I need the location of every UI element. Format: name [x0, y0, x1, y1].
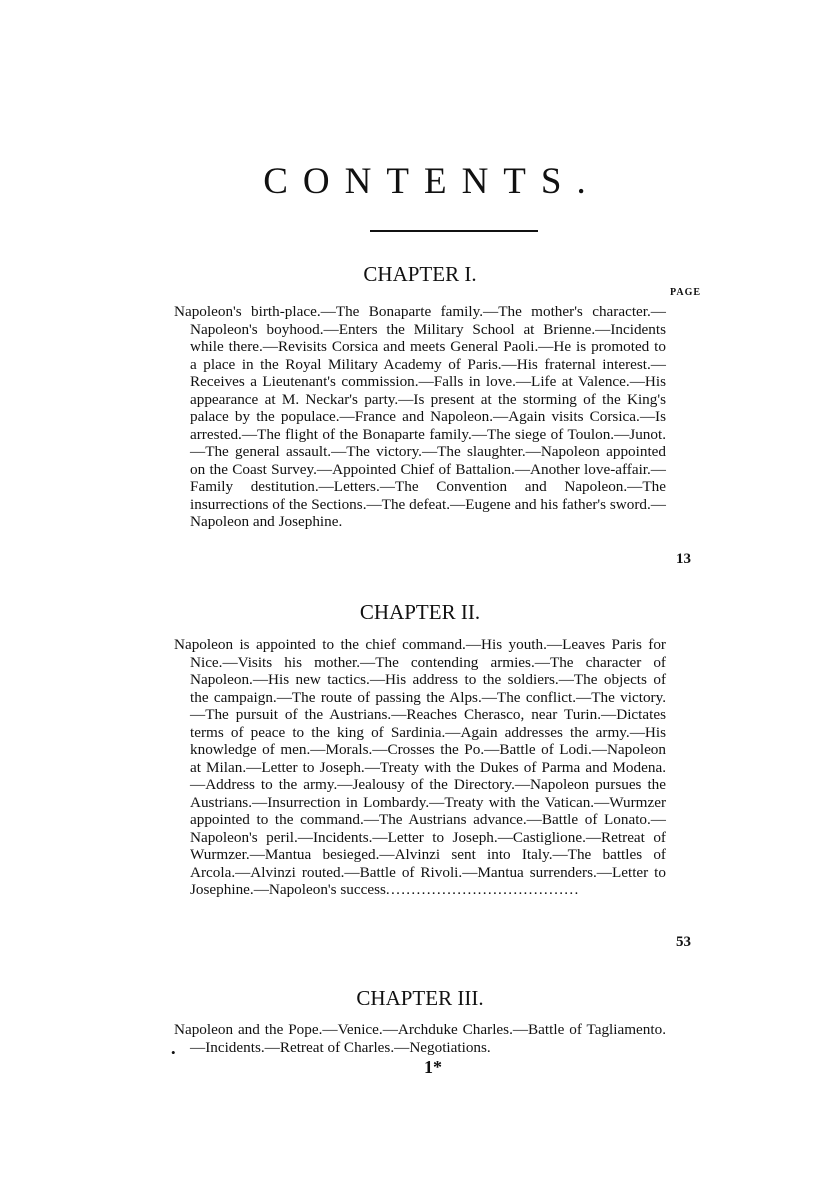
title-rule	[370, 230, 538, 232]
chapter-summary	[174, 636, 666, 899]
bullet-mark: •	[171, 1045, 176, 1060]
chapter-heading: CHAPTER II.	[359, 600, 481, 624]
page-number: 13	[676, 551, 691, 567]
page-signature: 1*	[424, 1057, 442, 1077]
chapter-heading: CHAPTER I.	[363, 262, 477, 286]
page-number: 53	[676, 934, 691, 950]
chapter-heading: CHAPTER III.	[356, 986, 484, 1010]
leader-dots: ......................................	[385, 881, 580, 898]
chapter-summary-text: Napoleon is appointed to the chief command.—His youth.—Leaves Paris for Nice.—Visits his mother.—The contending armies.—The character of Napoleon.—His new tactics.—His address to the soldiers.—The objects of the campaign.—The route of passing the Alps.—The conflict.—The victory.—The pursuit of the Austrians.—Reaches Cherasco, near Turin.—Dictates terms of peace to the king of Sardinia.—Again addresses the army.—His knowledge of men.—Morals.—Crosses the Po.—Battle of Lodi.—Napoleon at Milan.—Letter to Joseph.—Treaty with the Dukes of Parma and Modena.—Address to the army.—Jealousy of the Directory.—Napoleon pursues the Austrians.—Insurrection in Lombardy.—Treaty with the Vatican.—Wurmzer appointed to the command.—The Austrians advance.—Battle of Lonato.—Napoleon's peril.—Incidents.—Letter to Joseph.—Castiglione.—Retreat of Wurmzer.—Mantua besieged.—Alvinzi sent into Italy.—The battles of Arcola.—Alvinzi routed.—Battle of Rivoli.—Mantua surrenders.—Letter to Josephine.—Napoleon's success	[174, 636, 666, 898]
page-column-label: PAGE	[670, 287, 702, 298]
chapter-summary: Napoleon and the Pope.—Venice.—Archduke Charles.—Battle of Tagliamento.—Incidents.—Retreat of Charles.—Negotiations.	[174, 1021, 666, 1056]
chapter-summary: Napoleon's birth-place.—The Bonaparte family.—The mother's character.—Napoleon's boyhood.—Enters the Military School at Brienne.—Incidents while there.—Revisits Corsica and meets General Paoli.—He is promoted to a place in the Royal Military Academy of Paris.—His fraternal interest.—Receives a Lieutenant's commission.—Falls in love.—Life at Valence.—His appearance at M. Neckar's party.—Is present at the storming of the King's palace by the populace.—France and Napoleon.—Again visits Corsica.—Is arrested.—The flight of the Bonaparte family.—The siege of Toulon.—Junot.—The general assault.—The victory.—The slaughter.—Napoleon appointed on the Coast Survey.—Appointed Chief of Battalion.—Another love-affair.—Family destitution.—Letters.—The Convention and Napoleon.—The insurrections of the Sections.—The defeat.—Eugene and his father's sword.—Napoleon and Josephine.	[174, 303, 666, 530]
page-title: CONTENTS.	[263, 161, 601, 202]
